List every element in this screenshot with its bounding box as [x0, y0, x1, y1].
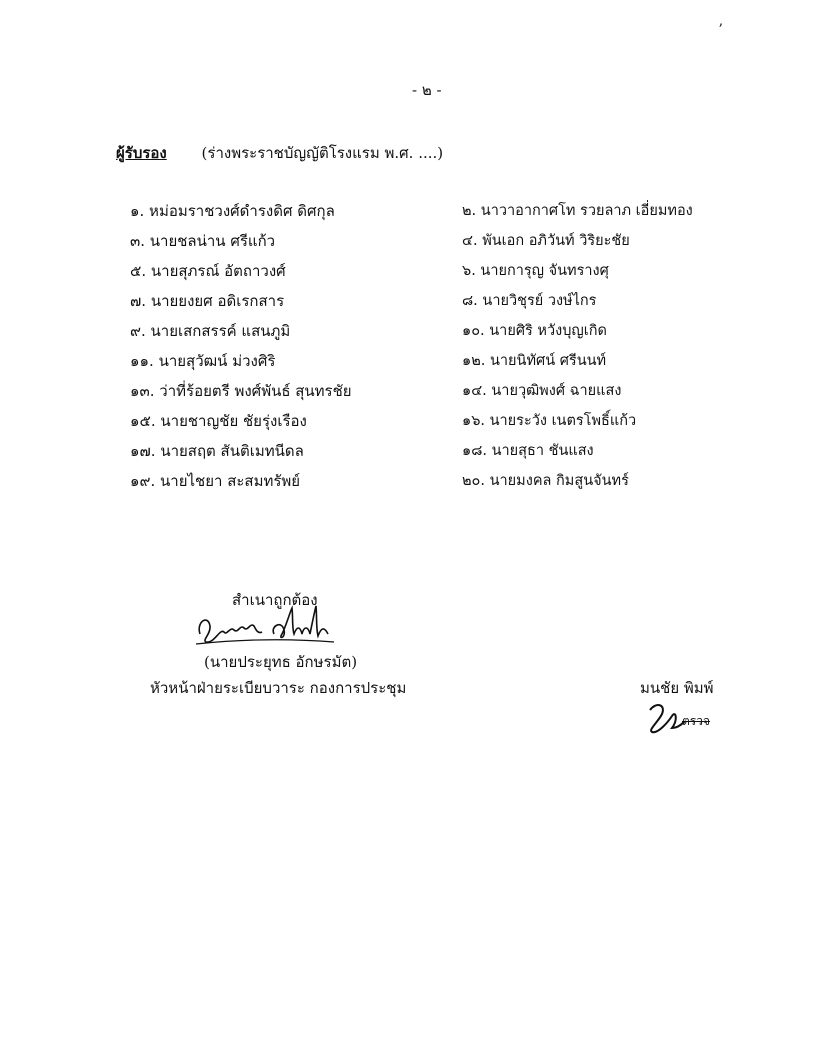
list-item: ๑๒. นายนิทัศน์ ศรีนนท์ — [462, 353, 607, 369]
page-number: - ๒ - — [412, 81, 442, 99]
checker-label: ตรวจ — [682, 714, 711, 728]
certified-copy-label: สำเนาถูกต้อง — [232, 591, 318, 609]
signatory-list-left — [130, 196, 430, 496]
list-item: ๑๔. นายวุฒิพงศ์ ฉายแสง — [462, 383, 622, 399]
list-item: ๑๙. นายไชยา สะสมทรัพย์ — [130, 472, 301, 490]
certifier-position: หัวหน้าฝ่ายระเบียบวาระ กองการประชุม — [150, 679, 407, 697]
signatory-list-right — [462, 196, 762, 496]
list-item: ๓. นายชลน่าน ศรีแก้ว — [130, 232, 276, 250]
document-header — [116, 141, 443, 165]
list-item: ๑๕. นายชาญชัย ชัยรุ่งเรือง — [130, 412, 307, 430]
list-item: ๔. พันเอก อภิวันท์ วิริยะชัย — [462, 233, 630, 249]
list-item: ๑๗. นายสฤต สันติเมทนีดล — [130, 442, 304, 460]
list-item: ๒. นาวาอากาศโท รวยลาภ เอี่ยมทอง — [462, 203, 693, 219]
header-subtitle: (ร่างพระราชบัญญัติโรงแรม พ.ศ. ....) — [201, 144, 444, 162]
list-item: ๙. นายเสกสรรค์ แสนภูมิ — [130, 322, 291, 340]
list-item: ๑. หม่อมราชวงศ์ดำรงดิศ ดิศกุล — [130, 202, 335, 220]
handwritten-signature — [194, 604, 354, 650]
checker-initials — [642, 700, 686, 736]
corner-mark: ʼ — [718, 22, 723, 38]
typist-note: มนชัย พิมพ์ — [640, 679, 714, 697]
list-item: ๖. นายการุญ จันทรางศุ — [462, 263, 609, 279]
list-item: ๑๘. นายสุธา ชันแสง — [462, 443, 594, 459]
list-item: ๑๐. นายศิริ หวังบุญเกิด — [462, 323, 607, 339]
certifier-name: (นายประยุทธ อักษรมัต) — [204, 653, 358, 671]
list-item: ๒๐. นายมงคล กิมสูนจันทร์ — [462, 473, 629, 489]
checker-note — [642, 700, 742, 740]
list-item: ๑๓. ว่าที่ร้อยตรี พงศ์พันธ์ สุนทรชัย — [130, 382, 352, 400]
header-title: ผู้รับรอง — [116, 144, 167, 162]
list-item: ๑๖. นายระวัง เนตรโพธิ์แก้ว — [462, 413, 637, 429]
list-item: ๑๑. นายสุวัฒน์ ม่วงศิริ — [130, 352, 276, 370]
list-item: ๕. นายสุภรณ์ อัตถาวงศ์ — [130, 262, 286, 280]
list-item: ๗. นายยงยศ อดิเรกสาร — [130, 292, 285, 310]
list-item: ๘. นายวิชุรย์ วงษ์ไกร — [462, 293, 597, 309]
